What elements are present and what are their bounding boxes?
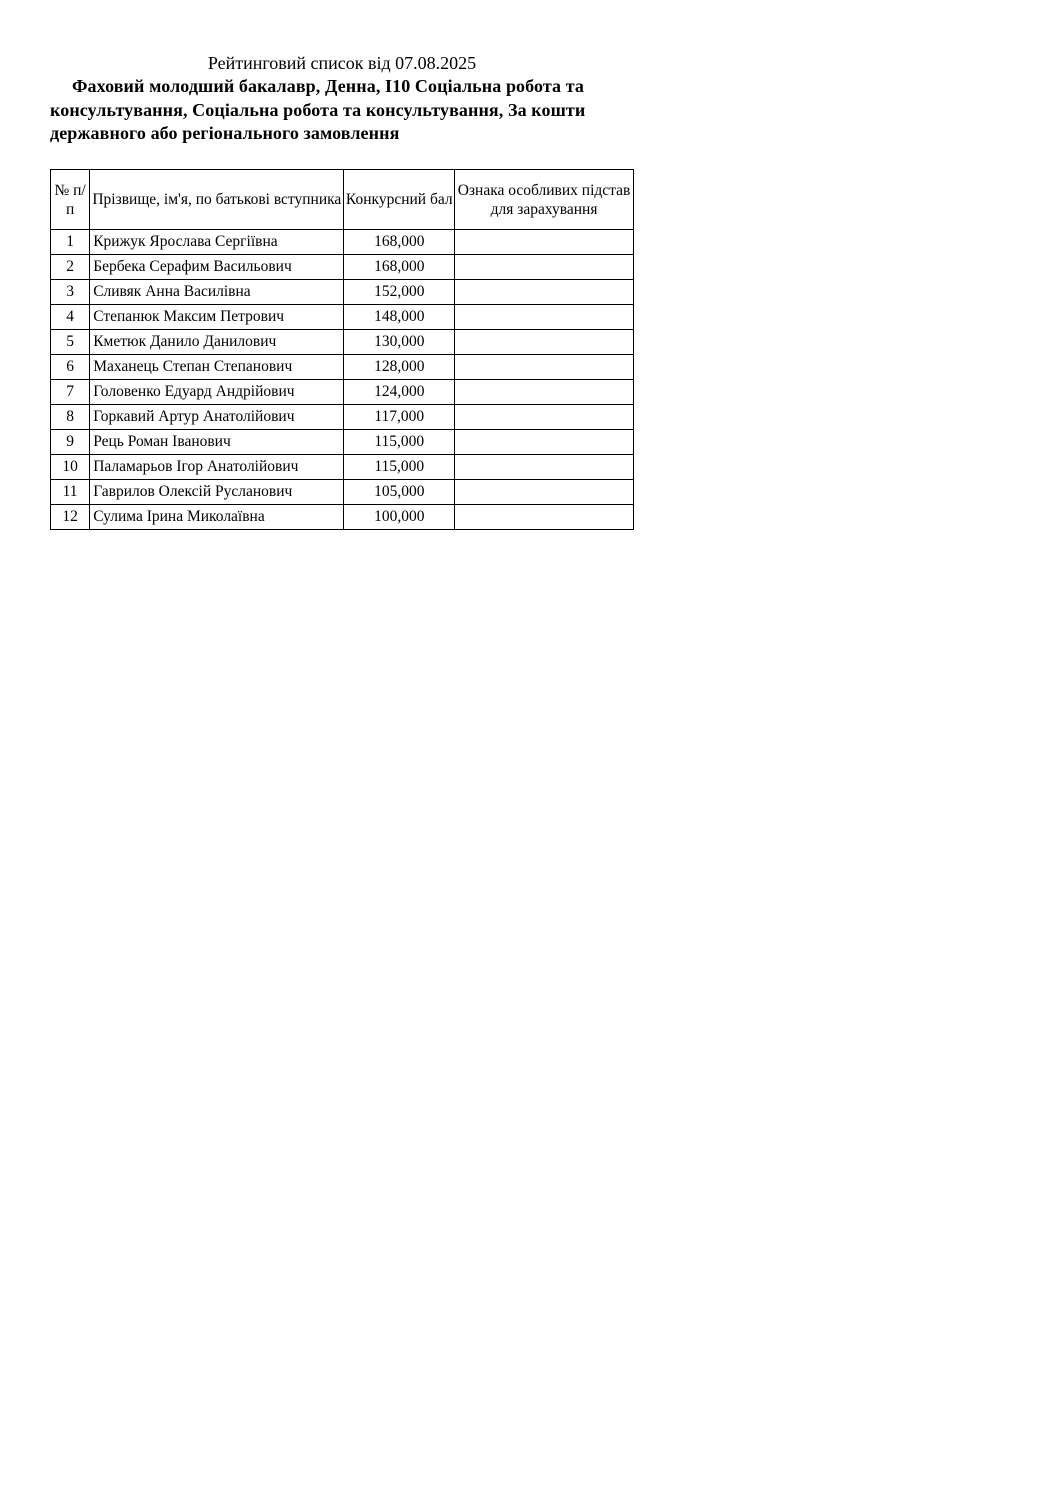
page-title: Рейтинговий список від 07.08.2025 [207,53,477,73]
applicant-name: Рець Роман Іванович [90,430,344,455]
applicant-name: Горкавий Артур Анатолійович [90,405,344,430]
special-grounds-mark [455,255,634,280]
applicant-name: Маханець Степан Степанович [90,355,344,380]
row-number: 12 [51,505,90,530]
competitive-score: 152,000 [344,280,455,305]
row-number: 2 [51,255,90,280]
table-row [51,255,634,280]
table-row [51,355,634,380]
competitive-score: 168,000 [344,230,455,255]
row-number: 5 [51,330,90,355]
applicant-name: Головенко Едуард Андрійович [90,380,344,405]
applicant-name: Паламарьов Ігор Анатолійович [90,455,344,480]
special-grounds-mark [455,430,634,455]
table-header-row [51,170,634,230]
competitive-score: 168,000 [344,255,455,280]
competitive-score: 128,000 [344,355,455,380]
row-number: 1 [51,230,90,255]
table-row [51,505,634,530]
special-grounds-mark [455,455,634,480]
rating-table [50,169,634,530]
competitive-score: 124,000 [344,380,455,405]
row-number: 10 [51,455,90,480]
table-row [51,405,634,430]
row-number: 6 [51,355,90,380]
special-grounds-mark [455,280,634,305]
competitive-score: 148,000 [344,305,455,330]
competitive-score: 130,000 [344,330,455,355]
table-row [51,230,634,255]
special-grounds-mark [455,405,634,430]
row-number: 9 [51,430,90,455]
row-number: 3 [51,280,90,305]
applicant-name: Степанюк Максим Петрович [90,305,344,330]
applicant-name: Кметюк Данило Данилович [90,330,344,355]
applicant-name: Гаврилов Олексій Русланович [90,480,344,505]
special-grounds-mark [455,380,634,405]
row-number: 4 [51,305,90,330]
competitive-score: 105,000 [344,480,455,505]
competitive-score: 117,000 [344,405,455,430]
table-row [51,430,634,455]
header-score: Конкурсний бал [344,170,455,230]
row-number: 8 [51,405,90,430]
table-row [51,330,634,355]
row-number: 7 [51,380,90,405]
applicant-name: Сулима Ірина Миколаївна [90,505,344,530]
header-number: № п/п [51,170,90,230]
table-row [51,455,634,480]
special-grounds-mark [455,355,634,380]
competitive-score: 115,000 [344,455,455,480]
row-number: 11 [51,480,90,505]
table-row [51,480,634,505]
competitive-score: 115,000 [344,430,455,455]
special-grounds-mark [455,480,634,505]
table-body [51,230,634,530]
special-grounds-mark [455,505,634,530]
applicant-name: Бербека Серафим Васильович [90,255,344,280]
program-heading: Фаховий молодший бакалавр, Денна, I10 Соціальна робота та консультування, Соціальна робота та консультування, За кошти державного або регіонального замовлення [50,76,586,143]
special-grounds-mark [455,305,634,330]
table-row [51,280,634,305]
special-grounds-mark [455,230,634,255]
header-special-grounds: Ознака особливих підстав для зарахування [455,170,634,230]
table-row [51,305,634,330]
header-name: Прізвище, ім'я, по батькові вступника [90,170,344,230]
special-grounds-mark [455,330,634,355]
applicant-name: Сливяк Анна Василівна [90,280,344,305]
applicant-name: Крижук Ярослава Сергіївна [90,230,344,255]
table-row [51,380,634,405]
competitive-score: 100,000 [344,505,455,530]
